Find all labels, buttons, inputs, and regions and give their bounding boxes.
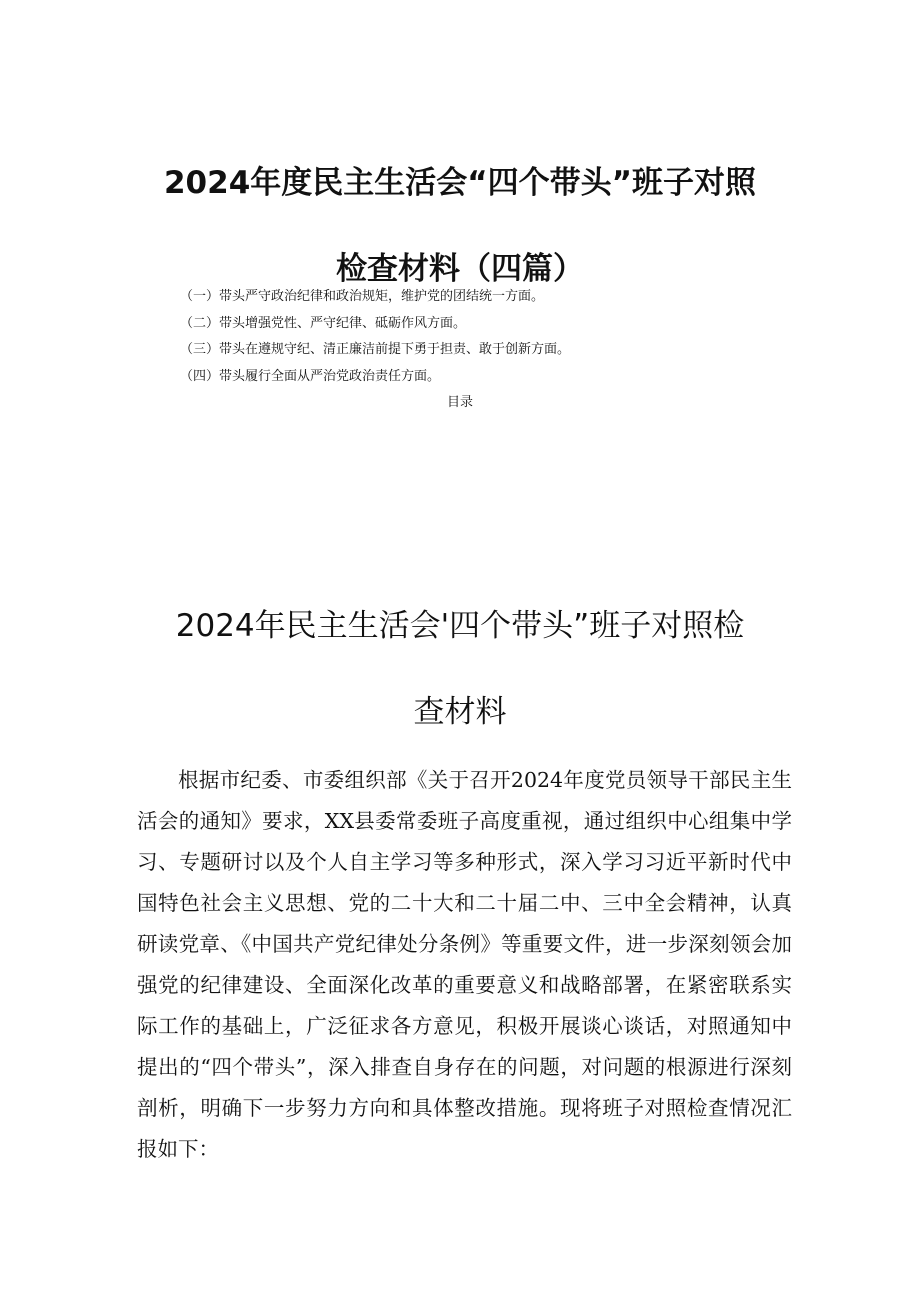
- document-title-line-1: 2024年度民主生活会“四个带头”班子对照: [163, 164, 757, 201]
- toc-item: （一）带头严守政治纪律和政治规矩，维护党的团结统一方面。: [180, 289, 545, 304]
- table-of-contents: [180, 284, 570, 390]
- body-paragraph: 根据市纪委、市委组织部《关于召开2024年度党员领导干部民主生活会的通知》要求，XX县委常委班子高度重视，通过组织中心组集中学习、专题研讨以及个人自主学习等多种形式，深入学习习近平新时代中国特色社会主义思想、党的二十大和二十届二中、三中全会精神，认真研读党章、《中国共产党纪律处分条例》等重要文件，进一步深刻领会加强党的纪律建设、全面深化改革的重要意义和战略部署，在紧密联系实际工作的基础上，广泛征求各方意见，积极开展谈心谈话，对照通知中提出的“四个带头”，深入排查自身存在的问题，对问题的根源进行深刻剖析，明确下一步努力方向和具体整改措施。现将班子对照检查情况汇报如下：: [137, 768, 792, 1161]
- section-title-line-2: 查材料: [413, 693, 507, 730]
- section-title-line-1: 2024年民主生活会'四个带头”班子对照检: [175, 607, 745, 644]
- toc-item: （四）带头履行全面从严治党政治责任方面。: [180, 368, 441, 384]
- toc-item: （三）带头在遵规守纪、清正廉洁前提下勇于担责、敢于创新方面。: [180, 342, 571, 357]
- toc-heading: 目录: [446, 395, 473, 410]
- toc-item: （二）带头增强党性、严守纪律、砥砺作风方面。: [180, 315, 467, 331]
- document-title-line-2: 检查材料（四篇）: [336, 250, 584, 287]
